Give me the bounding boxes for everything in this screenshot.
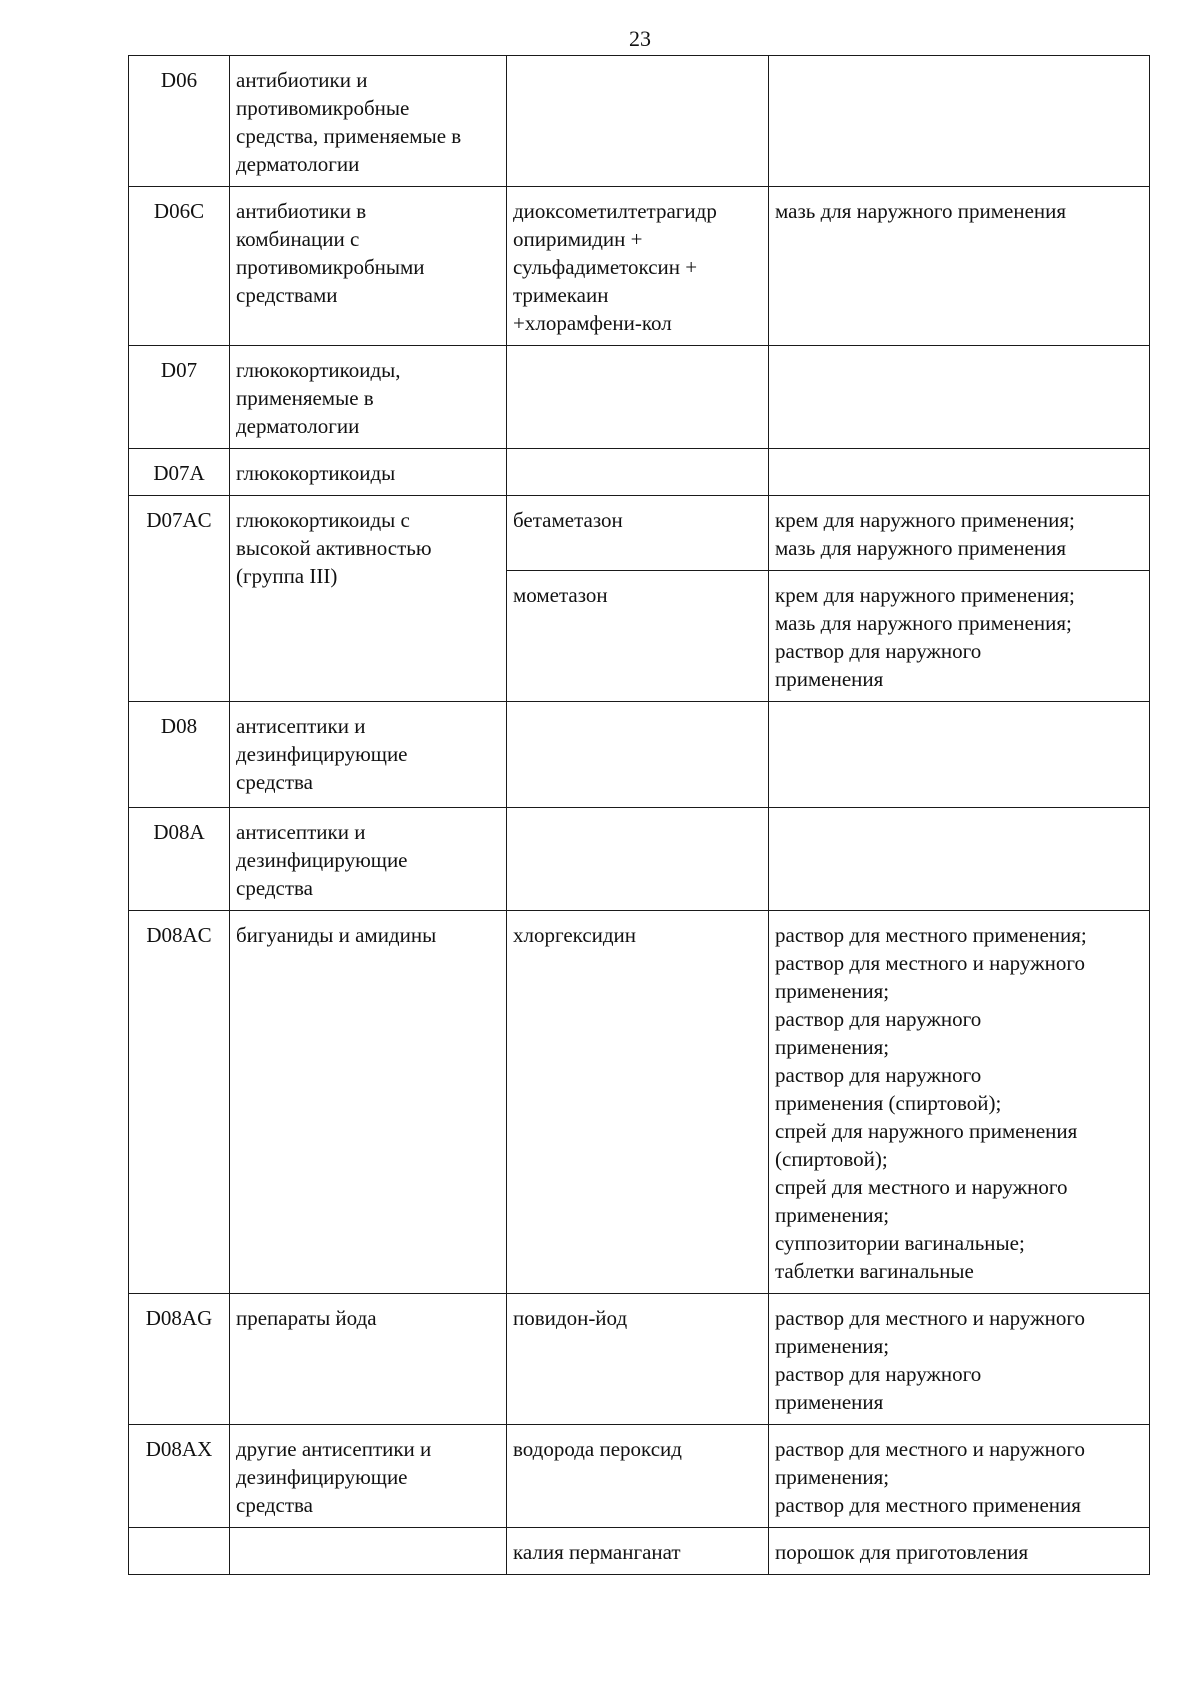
dosage-forms-cell (769, 1294, 1150, 1425)
text-line: антибиотики в (236, 199, 367, 223)
text-line: применяемые в (236, 386, 374, 410)
text-line: бетаметазон (513, 508, 623, 532)
text-line: раствор для наружного (775, 639, 982, 663)
text-line: повидон-йод (513, 1306, 628, 1330)
drug-name-cell (507, 496, 769, 571)
page-number: 23 (629, 26, 651, 51)
table-row (129, 1425, 1150, 1528)
text-line: средства (236, 876, 314, 900)
text-line: таблетки вагинальные (775, 1259, 974, 1283)
table-row (129, 187, 1150, 346)
text-line: мазь для наружного применения; (775, 611, 1072, 635)
table-row (129, 346, 1150, 449)
text-line: глюкокортикоиды (236, 461, 396, 485)
table-row (129, 1528, 1150, 1575)
text-line: раствор для наружного (775, 1063, 982, 1087)
text-line: глюкокортикоиды, (236, 358, 401, 382)
text-line: дезинфицирующие (236, 848, 408, 872)
text-line: применения; (775, 979, 890, 1003)
text-line: раствор для наружного (775, 1007, 982, 1031)
anatomical-therapeutic-group-cell (230, 56, 507, 187)
text-line: спрей для наружного применения (775, 1119, 1078, 1143)
text-line: тримекаин (513, 283, 609, 307)
text-line: антисептики и (236, 820, 366, 844)
drug-name-cell (507, 808, 769, 911)
text-line: средствами (236, 283, 338, 307)
dosage-forms-cell (769, 702, 1150, 808)
dosage-forms-cell (769, 1528, 1150, 1575)
text-line: сульфадиметоксин + (513, 255, 698, 279)
dosage-forms-cell (769, 911, 1150, 1294)
table-row (129, 1294, 1150, 1425)
text-line: дезинфицирующие (236, 742, 408, 766)
text-line: раствор для местного и наружного (775, 951, 1085, 975)
text-line: порошок для приготовления (775, 1540, 1029, 1564)
text-line: +хлорамфени-кол (513, 311, 672, 335)
text-line: спрей для местного и наружного (775, 1175, 1068, 1199)
anatomical-therapeutic-group-cell (230, 496, 507, 702)
text-line: опиримидин + (513, 227, 643, 251)
text-line: применения (775, 1390, 884, 1414)
dosage-forms-cell (769, 346, 1150, 449)
text-line: дерматологии (236, 152, 360, 176)
text-line: раствор для наружного (775, 1362, 982, 1386)
atc-code-cell: D06 (129, 56, 230, 187)
drug-name-cell (507, 571, 769, 702)
text-line: раствор для местного и наружного (775, 1437, 1085, 1461)
text-line: бигуаниды и амидины (236, 923, 437, 947)
text-line: суппозитории вагинальные; (775, 1231, 1025, 1255)
table-row (129, 808, 1150, 911)
text-line: водорода пероксид (513, 1437, 682, 1461)
atc-code-cell: D08AG (129, 1294, 230, 1425)
drug-name-cell (507, 1294, 769, 1425)
text-line: средства, применяемые в (236, 124, 462, 148)
anatomical-therapeutic-group-cell (230, 187, 507, 346)
table-row (129, 496, 1150, 571)
text-line: мазь для наружного применения (775, 199, 1067, 223)
dosage-forms-cell (769, 449, 1150, 496)
atc-code-cell: D06C (129, 187, 230, 346)
text-line: раствор для местного применения; (775, 923, 1087, 947)
dosage-forms-cell (769, 808, 1150, 911)
text-line: применения; (775, 1035, 890, 1059)
atc-code-cell: D07AC (129, 496, 230, 702)
text-line: мометазон (513, 583, 608, 607)
drug-name-cell (507, 449, 769, 496)
dosage-forms-cell (769, 496, 1150, 571)
anatomical-therapeutic-group-cell (230, 911, 507, 1294)
drug-classification-table (128, 55, 1150, 1575)
text-line: хлоргексидин (513, 923, 637, 947)
text-line: крем для наружного применения; (775, 508, 1075, 532)
text-line: глюкокортикоиды с (236, 508, 410, 532)
text-line: применения (спиртовой); (775, 1091, 1002, 1115)
text-line: применения (775, 667, 884, 691)
anatomical-therapeutic-group-cell (230, 449, 507, 496)
atc-code-cell: D08 (129, 702, 230, 808)
text-line: калия перманганат (513, 1540, 681, 1564)
text-line: другие антисептики и (236, 1437, 432, 1461)
drug-name-cell (507, 1425, 769, 1528)
text-line: средства (236, 770, 314, 794)
text-line: раствор для местного и наружного (775, 1306, 1085, 1330)
drug-name-cell (507, 56, 769, 187)
dosage-forms-cell (769, 571, 1150, 702)
text-line: комбинации с (236, 227, 360, 251)
anatomical-therapeutic-group-cell (230, 702, 507, 808)
text-line: антибиотики и (236, 68, 368, 92)
text-line: диоксометилтетрагидр (513, 199, 717, 223)
text-line: мазь для наружного применения (775, 536, 1067, 560)
text-line: применения; (775, 1334, 890, 1358)
text-line: антисептики и (236, 714, 366, 738)
dosage-forms-cell (769, 1425, 1150, 1528)
drug-name-cell (507, 346, 769, 449)
text-line: применения; (775, 1203, 890, 1227)
atc-code-cell: D08A (129, 808, 230, 911)
text-line: дезинфицирующие (236, 1465, 408, 1489)
table-row (129, 702, 1150, 808)
table-row (129, 56, 1150, 187)
text-line: крем для наружного применения; (775, 583, 1075, 607)
anatomical-therapeutic-group-cell (230, 808, 507, 911)
anatomical-therapeutic-group-cell (230, 1294, 507, 1425)
text-line: дерматологии (236, 414, 360, 438)
table-row (129, 449, 1150, 496)
text-line: раствор для местного применения (775, 1493, 1081, 1517)
table-row (129, 911, 1150, 1294)
text-line: средства (236, 1493, 314, 1517)
drug-name-cell (507, 911, 769, 1294)
text-line: противомикробными (236, 255, 425, 279)
atc-code-cell: D08AC (129, 911, 230, 1294)
drug-name-cell (507, 187, 769, 346)
anatomical-therapeutic-group-cell (230, 1528, 507, 1575)
drug-name-cell (507, 702, 769, 808)
text-line: противомикробные (236, 96, 410, 120)
text-line: (спиртовой); (775, 1147, 888, 1171)
text-line: применения; (775, 1465, 890, 1489)
text-line: (группа III) (236, 564, 338, 588)
atc-code-cell: D08AX (129, 1425, 230, 1528)
atc-code-cell: D07A (129, 449, 230, 496)
atc-code-cell (129, 1528, 230, 1575)
text-line: препараты йода (236, 1306, 377, 1330)
table-body (129, 56, 1150, 1575)
anatomical-therapeutic-group-cell (230, 346, 507, 449)
drug-name-cell (507, 1528, 769, 1575)
dosage-forms-cell (769, 187, 1150, 346)
dosage-forms-cell (769, 56, 1150, 187)
atc-code-cell: D07 (129, 346, 230, 449)
anatomical-therapeutic-group-cell (230, 1425, 507, 1528)
text-line: высокой активностью (236, 536, 432, 560)
